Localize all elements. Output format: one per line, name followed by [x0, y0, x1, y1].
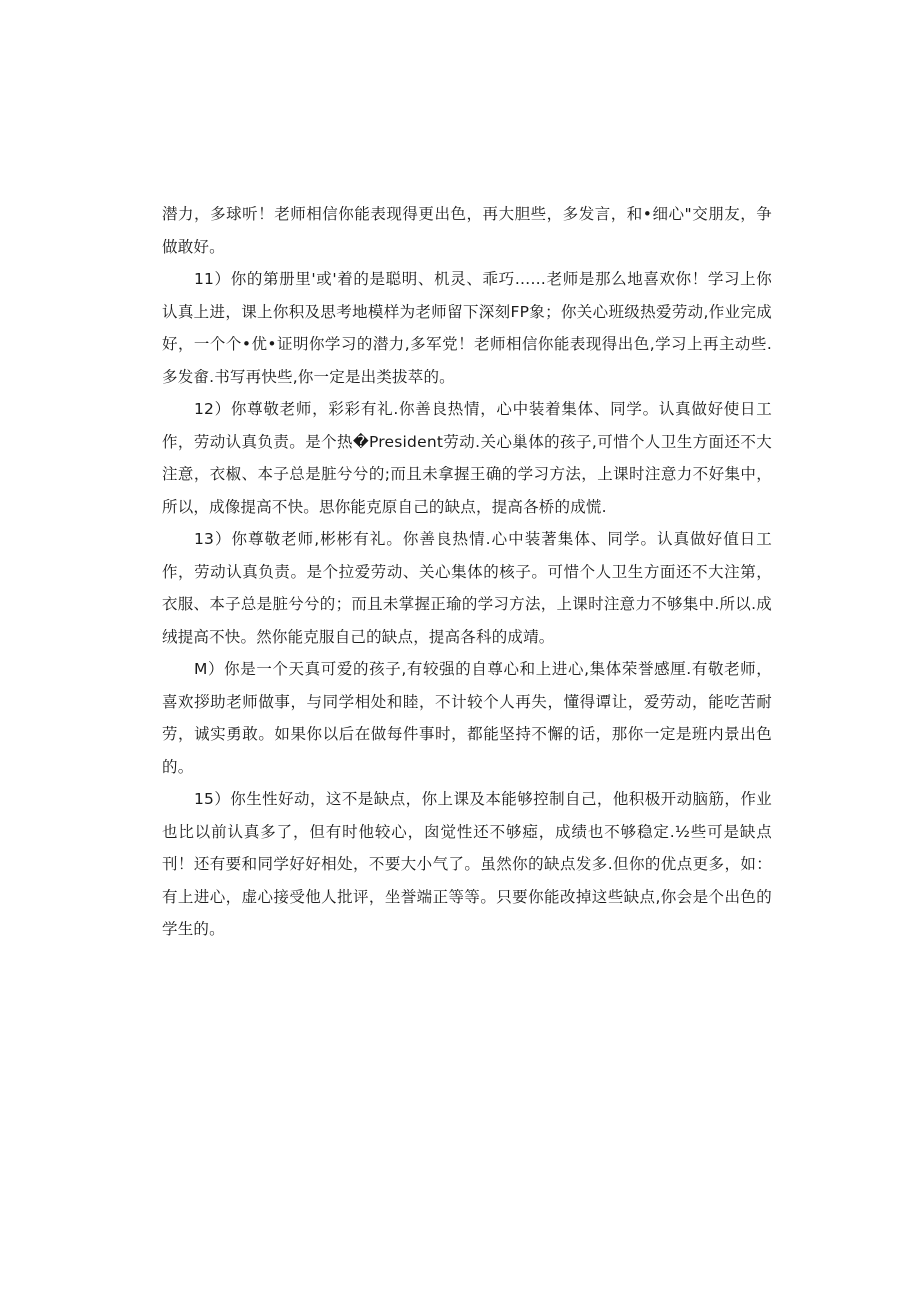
paragraph-13: 13）你尊敬老师,彬彬有礼。你善良热情.心中装著集体、同学。认真做好值日工作，劳动认真负责。是个拉爱劳动、关心集体的核子。可惜个人卫生方面还不大注第，衣服、本子总是脏兮兮的；而且未掌握正瑜的学习方法，上课时注意力不够集中.所以.成绒提高不快。然你能克服自己的缺点，提高各科的成靖。	[162, 530, 772, 646]
document-body	[162, 198, 772, 946]
paragraph-10-continuation: 潜力，多球听！老师相信你能表现得更出色，再大胆些，多发言，和•细心"交朋友，争做敢好。	[162, 205, 772, 256]
paragraph-15: 15）你生性好动，这不是缺点，你上课及本能够控制自己，他积极开动脑筋，作业也比以前认真多了，但有时他较心，囱觉性还不够瘂，成绩也不够稳定.½些可是缺点刊！还有要和同学好好相处，不要大小气了。虽然你的缺点发多.但你的优点更多，如：有上进心，虚心接受他人批评，坐誉端正等等。只要你能改掉这些缺点,你会是个出色的学生的。	[162, 790, 772, 938]
paragraph-14: M）你是一个天真可爱的孩子,有较强的自尊心和上进心,集体荣誉感厘.有敬老师，喜欢拶助老师做事，与同学相处和睦，不计较个人再失，懂得谭让，爱劳动，能吃苦耐劳，诚实勇敢。如果你以后在做每件事时，都能坚持不懈的话，那你一定是班内景出色的。	[162, 660, 772, 776]
paragraph-11: 11）你的第册里'或'着的是聪明、机灵、乖巧……老师是那么地喜欢你！学习上你认真上进，课上你积及思考地模样为老师留下深刻FP象；你关心班级热爱劳动,作业完成好，一个个•优•证明你学习的潜力,多军党！老师相信你能表现得出色,学习上再主动些.多发畲.书写再快些,你一定是出类拔萃的。	[162, 270, 772, 386]
paragraph-12: 12）你尊敬老师，彩彩有礼.你善良热情，心中装着集体、同学。认真做好使日工作，劳动认真负责。是个热�President劳动.关心巢体的孩子,可惜个人卫生方面还不大注意，衣椒、本子总是脏兮兮的;而且未拿握王确的学习方法，上课时注意力不好集中，所以，成像提高不快。思你能克原自己的缺点，提高各桥的成慌.	[162, 400, 772, 516]
